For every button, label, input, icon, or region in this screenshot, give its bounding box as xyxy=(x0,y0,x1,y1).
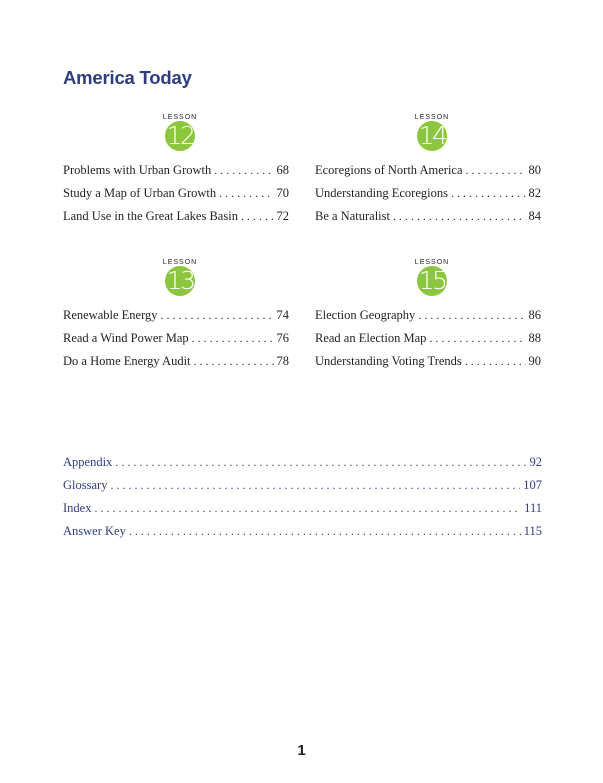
toc-entry-page: 72 xyxy=(276,209,289,223)
dot-leader xyxy=(451,186,526,201)
page-number: 1 xyxy=(297,742,306,759)
dot-leader xyxy=(214,163,273,178)
dot-leader xyxy=(465,354,526,369)
toc-entry-title: Do a Home Energy Audit xyxy=(63,354,191,368)
toc-entry[interactable] xyxy=(63,331,289,354)
toc-entry-title: Read an Election Map xyxy=(315,331,427,345)
toc-entry-page: 80 xyxy=(528,163,541,177)
toc-entry-page: 115 xyxy=(523,524,542,538)
toc-entry-title: Glossary xyxy=(63,478,108,492)
lesson-badge-15 xyxy=(402,259,462,305)
toc-entry[interactable] xyxy=(315,331,541,354)
toc-entry-answer-key[interactable] xyxy=(63,524,542,547)
lesson-number: 15 xyxy=(418,266,446,295)
toc-entry[interactable] xyxy=(63,163,289,186)
toc-entry[interactable] xyxy=(315,186,541,209)
toc-entry-glossary[interactable] xyxy=(63,478,542,501)
toc-entry-title: Problems with Urban Growth xyxy=(63,163,212,177)
toc-entry[interactable] xyxy=(63,308,289,331)
lesson-badge-13 xyxy=(150,259,210,305)
toc-entry-title: Study a Map of Urban Growth xyxy=(63,186,217,200)
toc-entry-title: Appendix xyxy=(63,455,113,469)
toc-entry-page: 82 xyxy=(528,186,541,200)
page-title: America Today xyxy=(63,67,192,88)
dot-leader xyxy=(161,308,274,323)
toc-entry-title: Renewable Energy xyxy=(63,308,158,322)
back-matter-toc xyxy=(63,455,542,547)
dot-leader xyxy=(393,209,526,224)
toc-entry[interactable] xyxy=(315,163,541,186)
dot-leader xyxy=(466,163,526,178)
dot-leader xyxy=(192,331,274,346)
lesson-number: 13 xyxy=(166,266,194,295)
toc-entry-page: 92 xyxy=(529,455,542,469)
toc-entry-page: 78 xyxy=(276,354,289,368)
toc-entry[interactable] xyxy=(315,354,541,377)
toc-entry-index[interactable] xyxy=(63,501,542,524)
toc-entry[interactable] xyxy=(315,209,541,232)
toc-entry-title: Understanding Voting Trends xyxy=(315,354,462,368)
dot-leader xyxy=(94,501,521,516)
toc-entry-title: Land Use in the Great Lakes Basin xyxy=(63,209,238,223)
dot-leader xyxy=(110,478,520,493)
dot-leader xyxy=(129,524,521,539)
dot-leader xyxy=(194,354,274,369)
toc-entry-title: Index xyxy=(63,501,92,515)
toc-entry-title: Be a Naturalist xyxy=(315,209,390,223)
dot-leader xyxy=(418,308,525,323)
toc-entry-page: 76 xyxy=(276,331,289,345)
toc-entry-title: Understanding Ecoregions xyxy=(315,186,448,200)
toc-entry-page: 74 xyxy=(276,308,289,322)
toc-entry-page: 70 xyxy=(276,186,289,200)
dot-leader xyxy=(219,186,273,201)
toc-entry-page: 86 xyxy=(528,308,541,322)
toc-entry-appendix[interactable] xyxy=(63,455,542,478)
lesson-badge-label: LESSON xyxy=(162,259,198,266)
lesson-15-toc xyxy=(315,308,541,377)
lesson-14-toc xyxy=(315,163,541,232)
toc-entry-page: 90 xyxy=(528,354,541,368)
lesson-13-toc xyxy=(63,308,289,377)
toc-entry-page: 107 xyxy=(523,478,542,492)
lesson-badge-label: LESSON xyxy=(162,114,198,121)
toc-entry-title: Election Geography xyxy=(315,308,416,322)
toc-entry[interactable] xyxy=(63,209,289,232)
toc-entry-page: 88 xyxy=(528,331,541,345)
dot-leader xyxy=(429,331,525,346)
toc-entry-page: 68 xyxy=(276,163,289,177)
toc-entry[interactable] xyxy=(63,354,289,377)
toc-entry-page: 84 xyxy=(528,209,541,223)
lesson-number: 12 xyxy=(166,121,194,150)
toc-entry[interactable] xyxy=(63,186,289,209)
lesson-badge-label: LESSON xyxy=(414,259,450,266)
toc-entry-title: Read a Wind Power Map xyxy=(63,331,189,345)
lesson-12-toc xyxy=(63,163,289,232)
lesson-badge-label: LESSON xyxy=(414,114,450,121)
toc-entry-page: 111 xyxy=(524,501,542,515)
dot-leader xyxy=(241,209,274,224)
lesson-badge-14 xyxy=(402,114,462,160)
lesson-badge-12 xyxy=(150,114,210,160)
lesson-number: 14 xyxy=(418,121,446,150)
toc-entry-title: Answer Key xyxy=(63,524,126,538)
toc-entry-title: Ecoregions of North America xyxy=(315,163,463,177)
toc-entry[interactable] xyxy=(315,308,541,331)
dot-leader xyxy=(115,455,526,470)
